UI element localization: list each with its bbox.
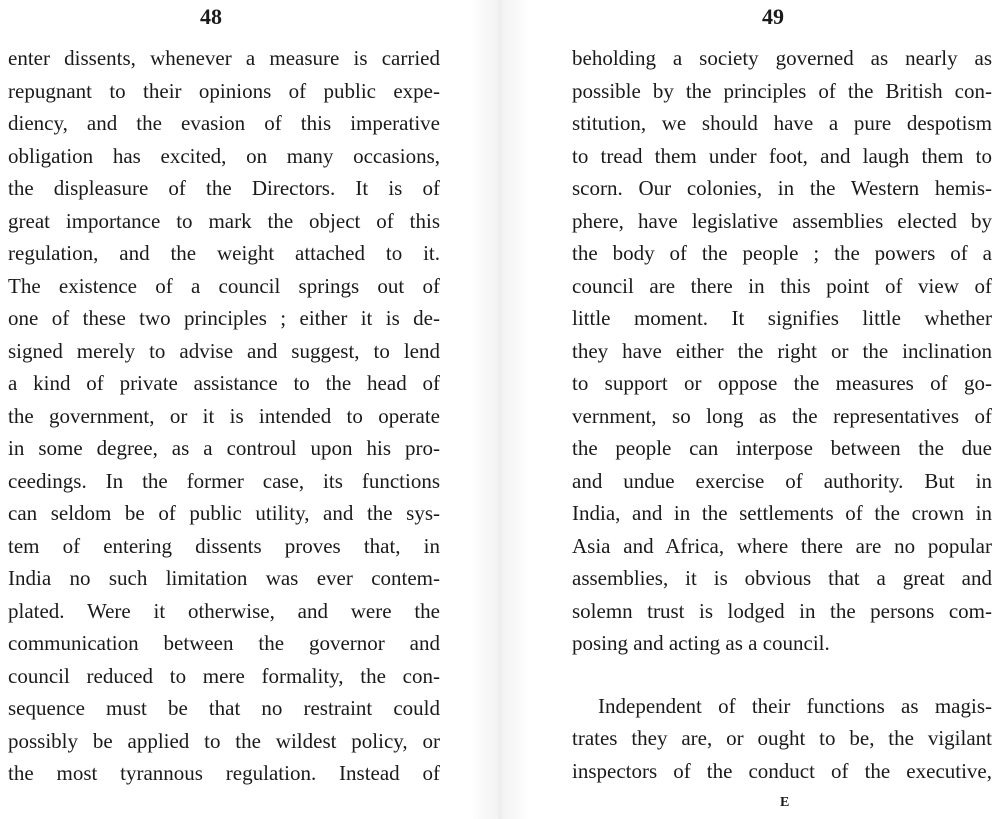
text-line: posing and acting as a council. xyxy=(572,631,830,655)
text-line: signed merely to advise and suggest, to lend xyxy=(8,338,440,363)
paragraph xyxy=(572,690,992,788)
text-line: possibly be applied to the wildest policy, or xyxy=(8,728,440,753)
text-line: great importance to mark the object of this xyxy=(8,208,440,233)
text-line: in some degree, as a controul upon his pro- xyxy=(8,436,440,460)
text-line: the displeasure of the Directors. It is of xyxy=(8,176,440,200)
text-line: the government, or it is intended to operate xyxy=(8,403,440,428)
left-page xyxy=(0,0,470,819)
text-line: the most tyrannous regulation. Instead of xyxy=(8,761,440,785)
text-line: vernment, so long as the representatives of xyxy=(572,403,992,428)
text-line: council are there in this point of view of xyxy=(572,273,992,298)
text-line: to support or oppose the measures of go- xyxy=(572,371,992,395)
paragraph-gap xyxy=(572,660,992,690)
text-line: India, and in the settlements of the crown in xyxy=(572,501,992,525)
text-line: regulation, and the weight attached to it. xyxy=(8,241,440,265)
text-line: plated. Were it otherwise, and were the xyxy=(8,598,440,623)
text-line: The existence of a council springs out of xyxy=(8,273,440,298)
text-line: they have either the right or the inclination xyxy=(572,338,992,363)
text-line: tem of entering dissents proves that, in xyxy=(8,533,440,558)
text-line: to tread them under foot, and laugh them to xyxy=(572,143,992,168)
text-line: the body of the people ; the powers of a xyxy=(572,241,992,265)
text-line: and undue exercise of authority. But in xyxy=(572,468,992,493)
text-line: one of these two principles ; either it is de- xyxy=(8,306,440,330)
right-page-text xyxy=(572,42,992,787)
text-line: diency, and the evasion of this imperative xyxy=(8,111,440,135)
text-line: a kind of private assistance to the head of xyxy=(8,371,440,395)
left-page-text xyxy=(8,42,440,790)
text-line: sequence must be that no restraint could xyxy=(8,696,440,720)
text-line: little moment. It signifies little whether xyxy=(572,306,992,330)
text-line: solemn trust is lodged in the persons com- xyxy=(572,598,992,623)
text-line: stitution, we should have a pure despotism xyxy=(572,111,992,135)
left-page-number: 48 xyxy=(200,4,222,29)
right-page-number: 49 xyxy=(762,4,784,29)
text-line: council reduced to mere formality, the con- xyxy=(8,663,440,688)
signature-mark: E xyxy=(780,795,790,810)
text-line: the people can interpose between the due xyxy=(572,436,992,460)
text-line: inspectors of the conduct of the executive, xyxy=(572,758,992,783)
text-line: can seldom be of public utility, and the sys- xyxy=(8,501,440,525)
text-line: trates they are, or ought to be, the vigilant xyxy=(572,726,992,750)
text-line: repugnant to their opinions of public expe- xyxy=(8,78,440,103)
text-line: beholding a society governed as nearly as xyxy=(572,46,992,70)
book-gutter xyxy=(470,0,530,819)
text-line: Independent of their functions as magis- xyxy=(598,693,992,718)
text-line: assemblies, it is obvious that a great and xyxy=(572,566,992,590)
text-line: obligation has excited, on many occasions, xyxy=(8,143,440,168)
text-line: communication between the governor and xyxy=(8,631,440,655)
text-line: ceedings. In the former case, its functions xyxy=(8,468,440,493)
paragraph xyxy=(572,42,992,660)
text-line: India no such limitation was ever contem- xyxy=(8,566,440,590)
text-line: enter dissents, whenever a measure is carried xyxy=(8,46,440,70)
text-line: possible by the principles of the British con- xyxy=(572,78,992,103)
text-line: phere, have legislative assemblies elected by xyxy=(572,208,992,233)
right-page xyxy=(530,0,1000,819)
text-line: Asia and Africa, where there are no popular xyxy=(572,533,992,558)
text-line: scorn. Our colonies, in the Western hemis- xyxy=(572,176,992,200)
